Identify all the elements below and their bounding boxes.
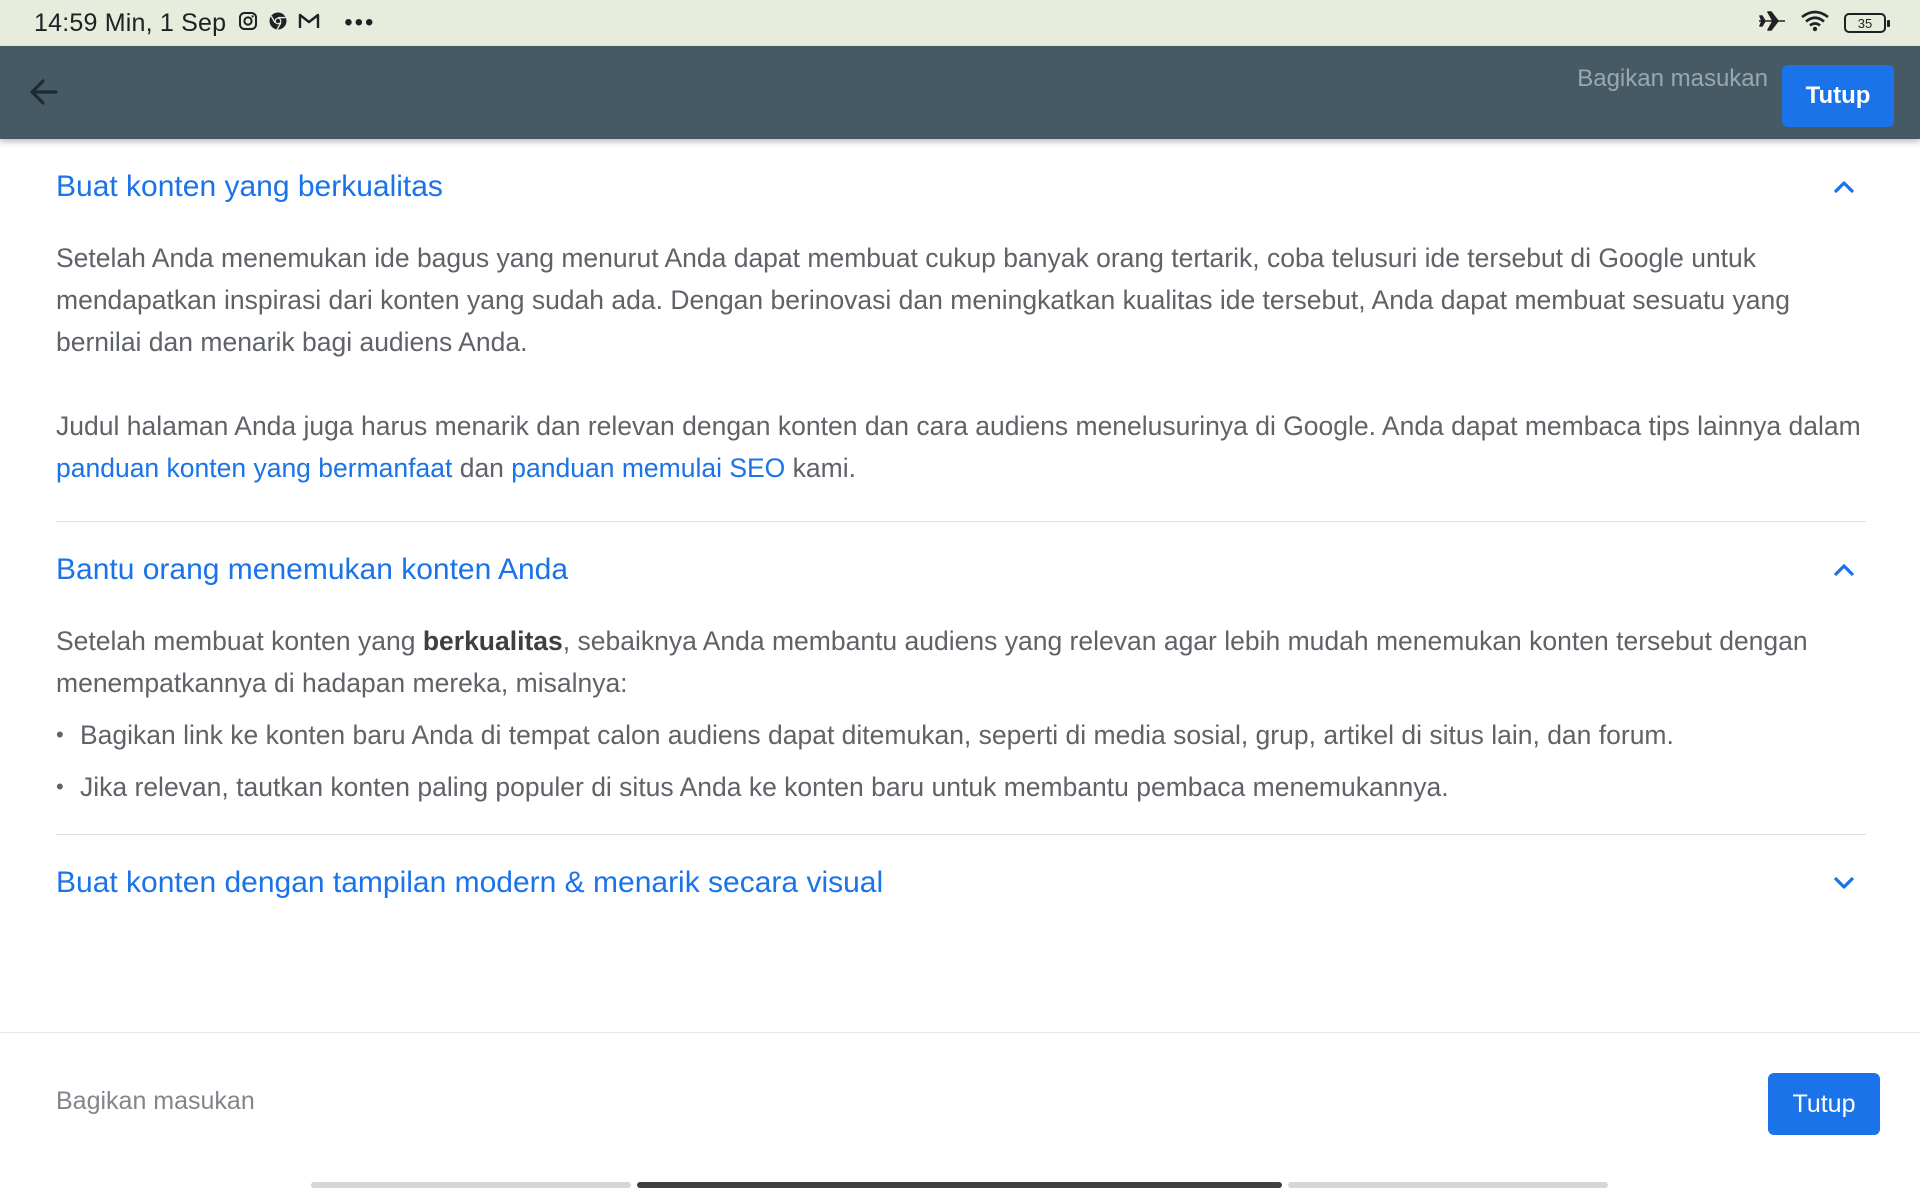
section-quality-content — [56, 139, 1866, 522]
chevron-down-icon[interactable] — [1824, 863, 1864, 903]
section-header[interactable] — [56, 863, 1866, 903]
gmail-icon — [298, 12, 320, 35]
battery-icon: 35 — [1844, 13, 1886, 33]
section-title: Buat konten yang berkualitas — [56, 170, 443, 203]
appbar-feedback-link[interactable]: Bagikan masukan — [1577, 65, 1768, 92]
scroll-indicator-right — [1288, 1182, 1608, 1188]
paragraph-text: kami. — [785, 453, 856, 483]
helpful-content-guide-link[interactable]: panduan konten yang bermanfaat — [56, 453, 453, 483]
paragraph-bold-text: berkualitas — [422, 626, 563, 656]
more-notifications-icon: ••• — [344, 9, 376, 36]
chevron-up-icon[interactable] — [1824, 167, 1864, 207]
section-header[interactable] — [56, 167, 1866, 207]
paragraph-text: , sebaiknya Anda membantu audiens yang relevan agar lebih mudah menemukan konten tersebut dengan menempatkannya di hadapan mereka, misalnya: — [56, 626, 1808, 698]
instagram-icon — [238, 11, 258, 36]
section-title: Buat konten dengan tampilan modern & menarik secara visual — [56, 866, 884, 899]
wifi-icon — [1800, 10, 1830, 37]
status-bar — [0, 0, 1920, 46]
airplane-icon — [1758, 10, 1786, 37]
system-icons — [1758, 10, 1886, 37]
paragraph-text: Setelah membuat konten yang — [56, 626, 423, 656]
footer — [0, 1032, 1920, 1200]
section-help-people-find — [56, 522, 1866, 835]
footer-close-button[interactable]: Tutup — [1768, 1073, 1880, 1135]
appbar-close-button[interactable]: Tutup — [1782, 65, 1894, 127]
section-modern-visual — [56, 835, 1866, 903]
paragraph-text: Judul halaman Anda juga harus menarik dan relevan dengan konten dan cara audiens menelusurinya di Google. Anda dapat membaca tips lainnya dalam — [56, 411, 1861, 441]
section-paragraph — [56, 405, 1866, 489]
app-bar — [0, 46, 1920, 139]
list-item: • Bagikan link ke konten baru Anda di tempat calon audiens dapat ditemukan, seperti di media sosial, grup, artikel di situs lain, dan forum. — [56, 714, 1866, 756]
section-paragraph — [56, 620, 1866, 704]
section-header[interactable] — [56, 550, 1866, 590]
chrome-icon — [268, 11, 288, 36]
notification-icons — [238, 9, 375, 37]
scroll-indicator-left — [311, 1182, 631, 1188]
status-time: 14:59 Min, 1 Sep — [34, 8, 227, 37]
section-title: Bantu orang menemukan konten Anda — [56, 553, 569, 586]
scroll-indicator-active — [637, 1182, 1282, 1188]
section-paragraph: Setelah Anda menemukan ide bagus yang menurut Anda dapat membuat cukup banyak orang tertarik, coba telusuri ide tersebut di Google untuk mendapatkan inspirasi dari konten yang sudah ada. Dengan berinovasi dan meningkatkan kualitas ide tersebut, Anda dapat membuat sesuatu yang bernilai dan menarik bagi audiens Anda. — [56, 243, 1790, 357]
seo-starter-guide-link[interactable]: panduan memulai SEO — [511, 453, 786, 483]
list-item: • Jika relevan, tautkan konten paling populer di situs Anda ke konten baru untuk membantu pembaca menemukannya. — [56, 766, 1866, 808]
chevron-up-icon[interactable] — [1824, 550, 1864, 590]
help-content — [56, 139, 1866, 903]
back-button[interactable] — [22, 70, 66, 114]
bullet-list — [56, 714, 1866, 808]
paragraph-text: dan — [452, 453, 512, 483]
arrow-back-icon — [28, 76, 60, 108]
footer-feedback-link[interactable]: Bagikan masukan — [56, 1087, 255, 1115]
